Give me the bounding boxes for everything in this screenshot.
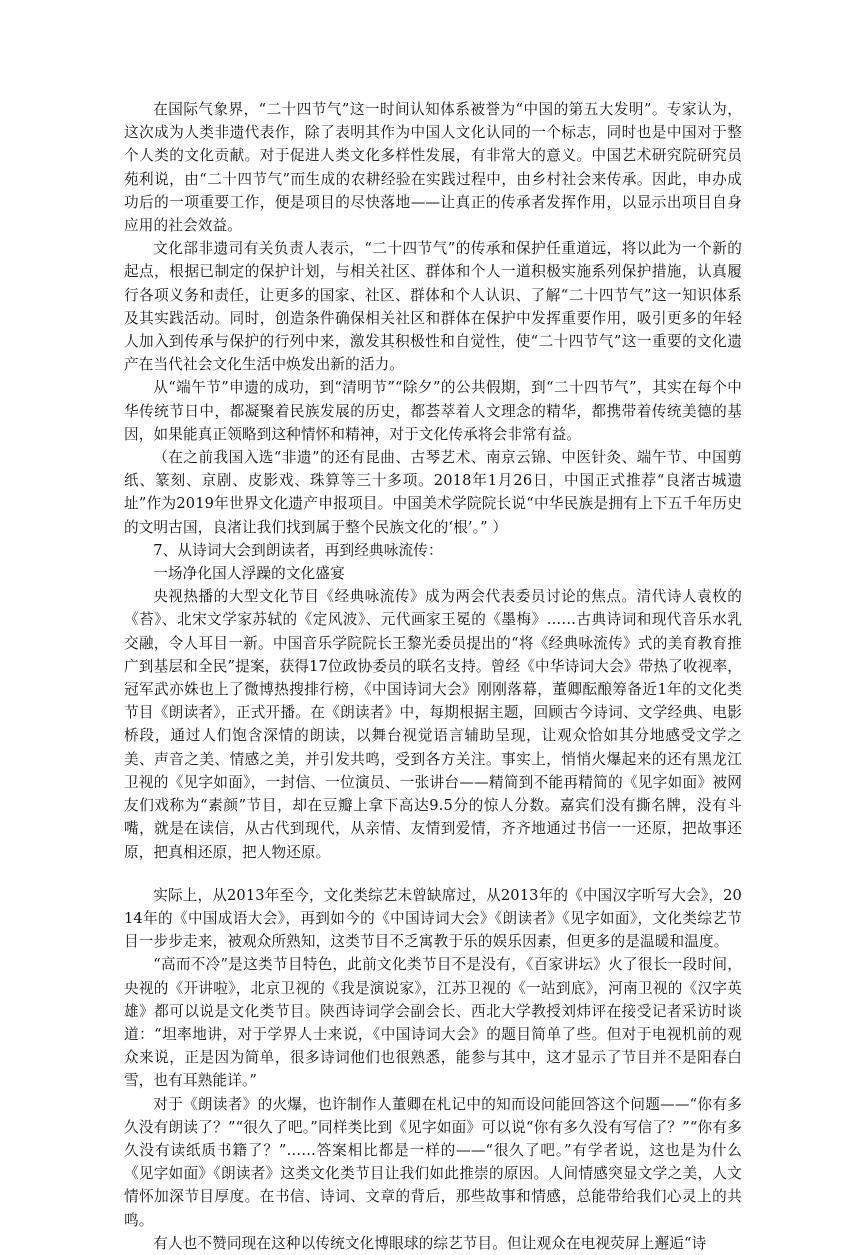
paragraph-8: 对于《朗读者》的火爆，也许制作人董卿在札记中的知而设问能回答这个问题——“你有多久没有朗读了？”“很久了吧。”同样类比到《见字如面》可以说“你有多久没有写信了？”“你有多久没有读纸质书籍了？”……答案相比都是一样的——“很久了吧。”有学者说，这也是为什么《见字如面》《朗读者》这类文化类节目让我们如此推崇的原因。人间情感突显文学之美，人文情怀加深节目厚度。在书信、诗词、文章的背后，那些故事和情感，总能带给我们心灵上的共鸣。 (124, 1095, 742, 1229)
paragraph-7: “高而不冷”是这类节目特色，此前文化类节目不是没有，《百家讲坛》火了很长一段时间，央视的《开讲啦》，北京卫视的《我是演说家》，江苏卫视的《一站到底》，河南卫视的《汉字英雄》都可以说是文化类节目。陕西诗词学会副会长、西北大学教授刘炜评在接受记者采访时谈道：“坦率地讲，对于学界人士来说，《中国诗词大会》的题目简单了些。但对于电视机前的观众来说，正是因为简单，很多诗词他们也很熟悉，能参与其中，这才显示了节目并不是阳春白雪，也有耳熟能详。” (124, 956, 742, 1090)
paragraph-5: 央视热播的大型文化节目《经典咏流传》成为两会代表委员讨论的焦点。清代诗人袁枚的《苔》、北宋文学家苏轼的《定风波》、元代画家王冕的《墨梅》……古典诗词和现代音乐水乳交融，令人耳目一新。中国音乐学院院长王黎光委员提出的“将《经典咏流传》式的美育教育推广到基层和全民”提案，获得17位政协委员的联名支持。曾经《中华诗词大会》带热了收视率，冠军武亦姝也上了微博热搜排行榜，《中国诗词大会》刚刚落幕，董卿酝酿筹备近1年的文化类节目《朗读者》，正式开播。在《朗读者》中，每期根据主题，回顾古今诗词、文学经典、电影桥段，通过人们饱含深情的朗读，以舞台视觉语言辅助呈现，让观众恰如其分地感受文学之美、声音之美、情感之美，并引发共鸣，受到各方关注。事实上，悄悄火爆起来的还有黑龙江卫视的《见字如面》，一封信、一位演员、一张讲台——精简到不能再精简的《见字如面》被网友们戏称为“素颜”节目，却在豆瓣上拿下高达9.5分的惊人分数。嘉宾们没有撕名牌，没有斗嘴，就是在读信，从古代到现代，从亲情、友情到爱情，齐齐地通过书信一一还原，把故事还原，把真相还原，把人物还原。 (124, 588, 742, 861)
section-subheading: 一场净化国人浮躁的文化盛宴 (153, 565, 345, 583)
paragraph-6: 实际上，从2013年至今，文化类综艺未曾缺席过，从2013年的《中国汉字听写大会》，2014年的《中国成语大会》，再到如今的《中国诗词大会》《朗读者》《见字如面》，文化类综艺节目一步步走来，被观众所熟知，这类节目不乏寓教于乐的娱乐因素，但更多的是温暖和温度。 (124, 886, 742, 951)
paragraph-gap (124, 864, 742, 884)
paragraph-3: 从“端午节”申遗的成功，到“清明节”“除夕”的公共假期，到“二十四节气”，其实在每个中华传统节日中，都凝聚着民族发展的历史，都荟萃着人文理念的精华，都携带着传统美德的基因，如果能真正领略到这种情怀和精神，对于文化传承将会非常有益。 (124, 379, 742, 443)
paragraph-9: 有人也不赞同现在这种以传统文化博眼球的综艺节目。但让观众在电视荧屏上邂逅“诗 (153, 1234, 707, 1252)
paragraph-2: 文化部非遗司有关负责人表示，“二十四节气”的传承和保护任重道远，将以此为一个新的起点，根据已制定的保护计划，与相关社区、群体和个人一道积极实施系列保护措施，认真履行各项义务和责任，让更多的国家、社区、群体和个人认识、了解“二十四节气”这一知识体系及其实践活动。同时，创造条件确保相关社区和群体在保护中发挥重要作用，吸引更多的年轻人加入到传承与保护的行列中来，激发其积极性和自觉性，使“二十四节气”这一重要的文化遗产在当代社会文化生活中焕发出新的活力。 (124, 240, 742, 374)
paragraph-4: （在之前我国入选“非遗”的还有昆曲、古琴艺术、南京云锦、中医针灸、端午节、中国剪纸、篆刻、京剧、皮影戏、珠算等三十多项。2018年1月26日，中国正式推荐“良渚古城遗址”作为2019年世界文化遗产申报项目。中国美术学院院长说“中华民族是拥有上下五千年历史的文明古国，良渚让我们找到属于整个民族文化的‘根’。” ） (124, 449, 742, 536)
paragraph-1: 在国际气象界，“二十四节气”这一时间认知体系被誉为“中国的第五大发明”。专家认为，这次成为人类非遗代表作，除了表明其作为中国人文化认同的一个标志，同时也是中国对于整个人类的文化贡献。对于促进人类文化多样性发展，有非常大的意义。中国艺术研究院研究员苑利说，由“二十四节气”而生成的农耕经验在实践过程中，由乡村社会来传承。因此，申办成功后的一项重要工作，便是项目的尽快落地——让真正的传承者发挥作用，以显示出项目自身应用的社会效益。 (124, 101, 742, 235)
section-heading: 7、从诗词大会到朗读者，再到经典咏流传： (153, 541, 443, 559)
